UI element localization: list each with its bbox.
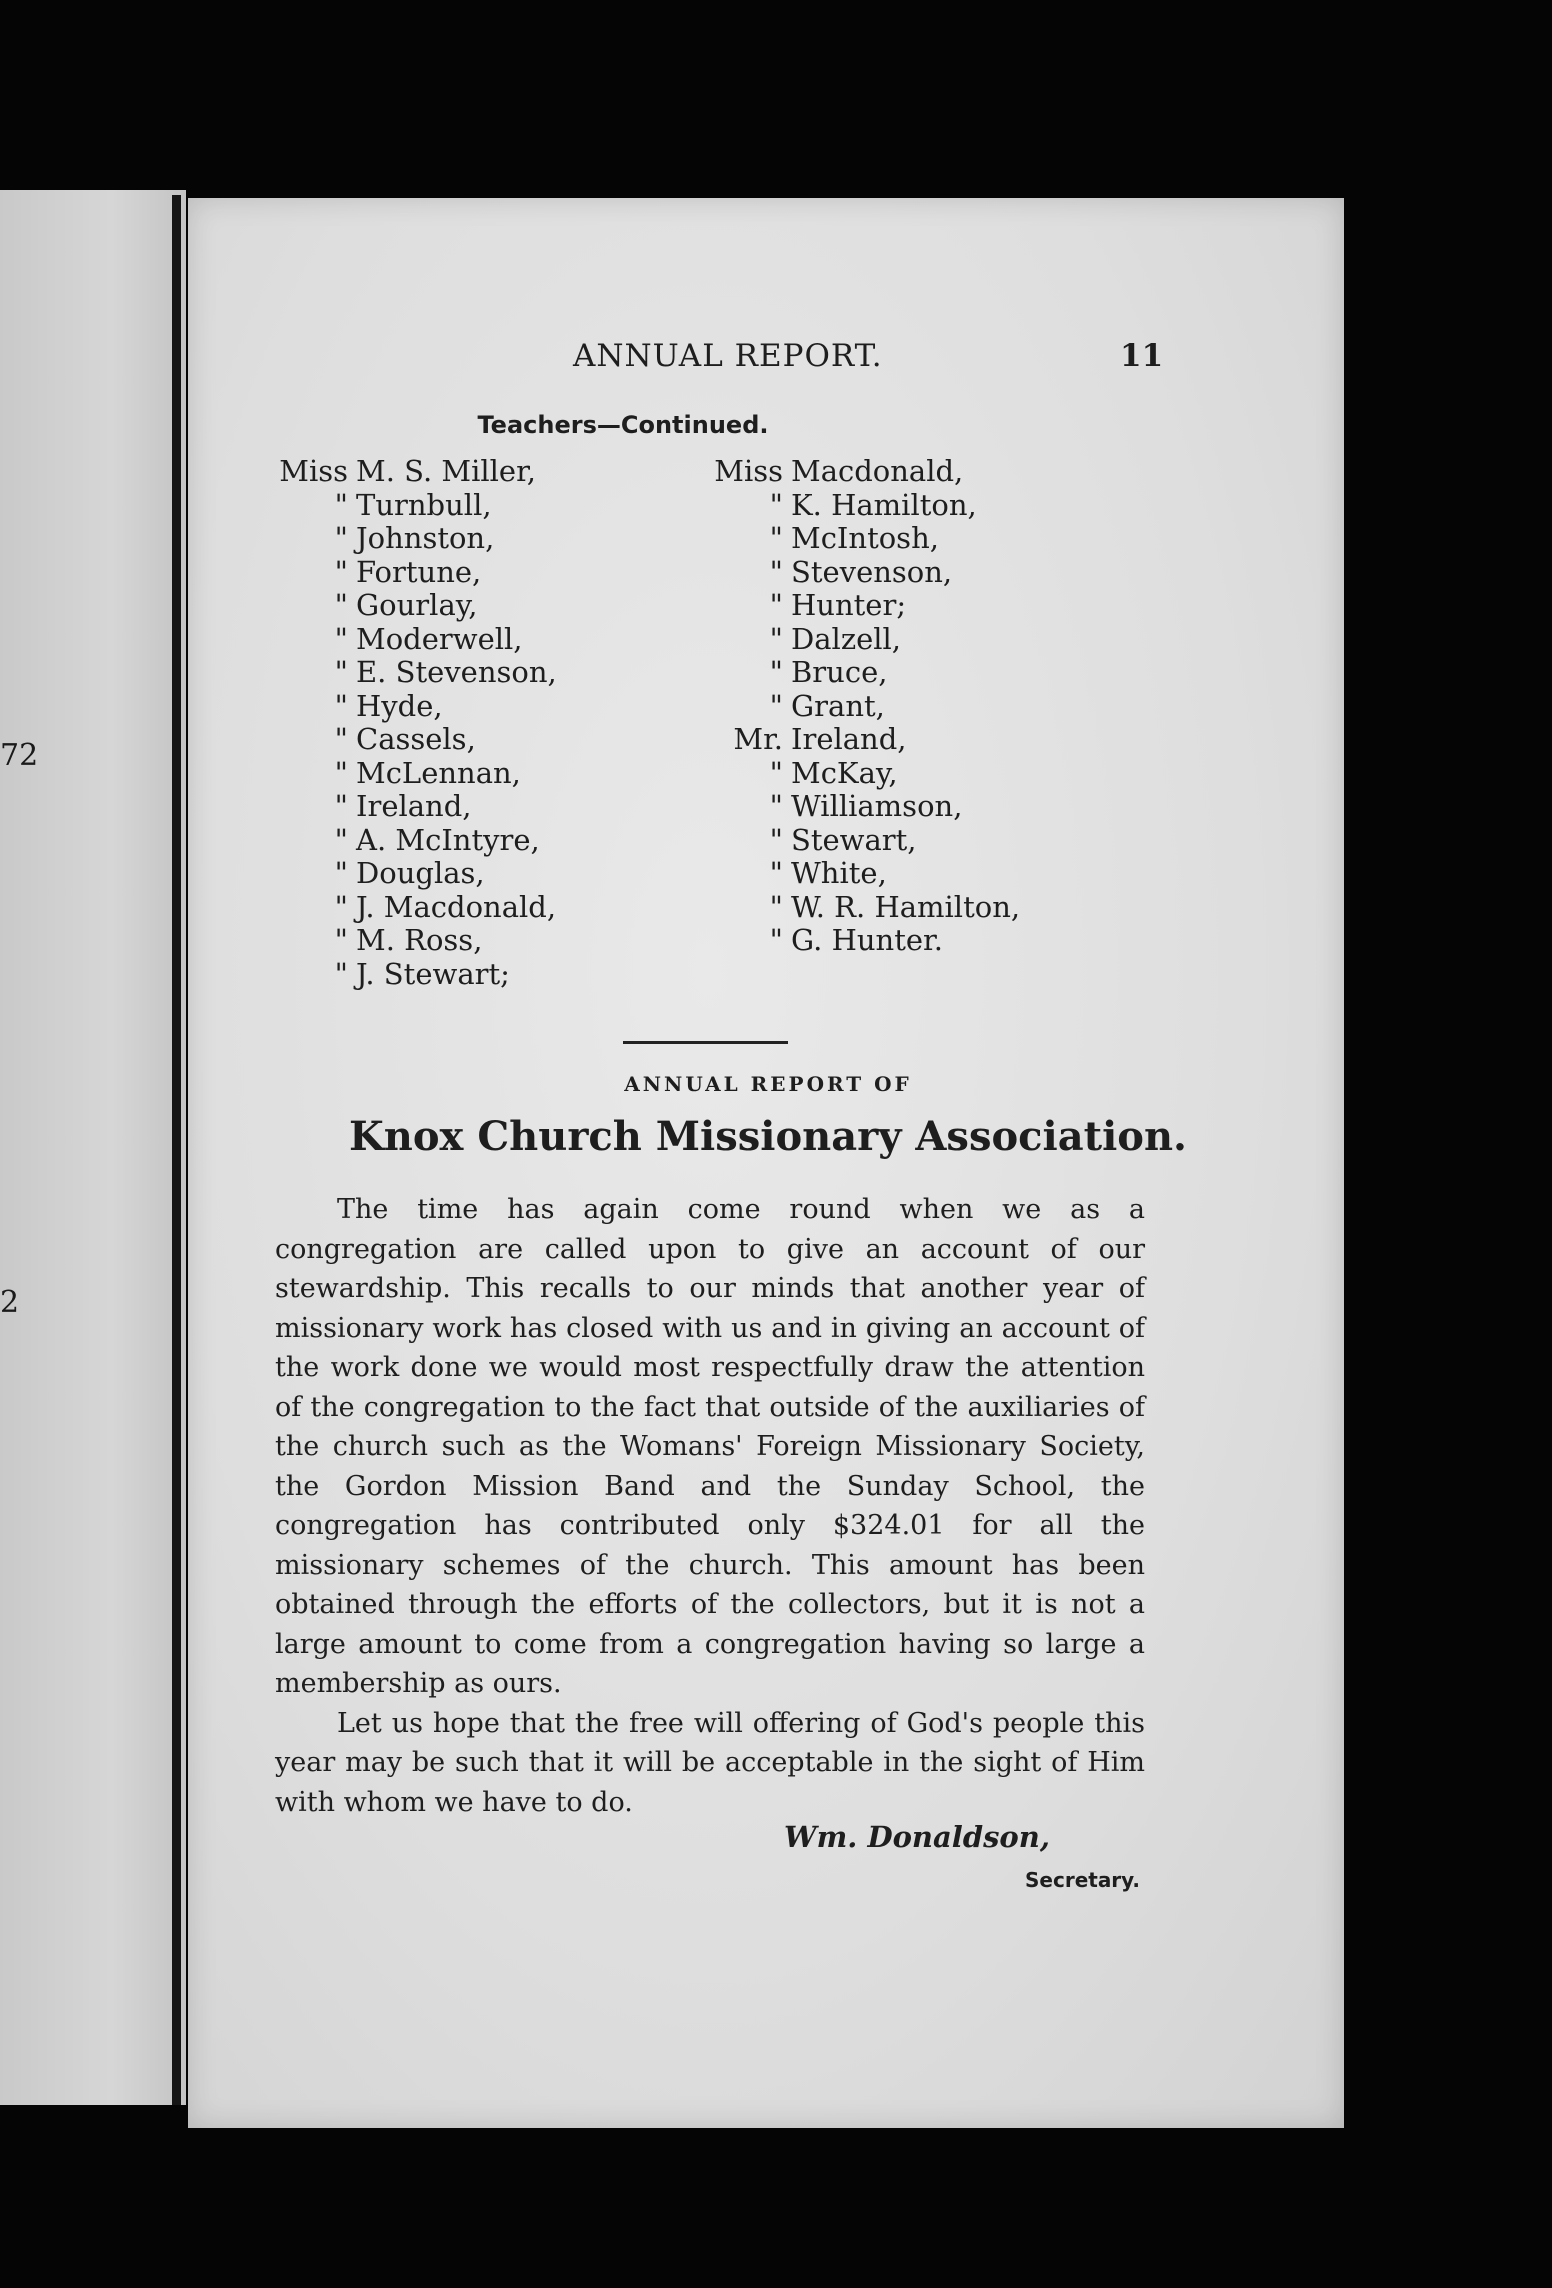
teacher-row: " Moderwell, xyxy=(334,621,523,656)
teachers-list-right xyxy=(713,455,1020,958)
teacher-row: " A. McIntyre, xyxy=(334,822,540,857)
previous-page xyxy=(0,190,186,2105)
signature: Wm. Donaldson, xyxy=(784,1820,1050,1854)
section-title: Teachers—Continued. xyxy=(477,411,769,439)
teacher-row: " J. Macdonald, xyxy=(334,889,557,924)
teacher-row: " Douglas, xyxy=(334,856,485,890)
divider-rule xyxy=(623,1041,788,1044)
teacher-row: " K. Hamilton, xyxy=(769,487,977,522)
teachers-list-left xyxy=(278,455,557,991)
margin-number: 2 xyxy=(0,1285,20,1320)
teacher-row: " Bruce, xyxy=(769,655,888,689)
teacher-row: Miss M. S. Miller, xyxy=(279,454,536,488)
teacher-row: " Gourlay, xyxy=(334,588,478,622)
teacher-row: " W. R. Hamilton, xyxy=(769,889,1021,924)
document-page xyxy=(188,198,1344,2128)
teacher-row: " G. Hunter. xyxy=(769,923,943,957)
teacher-row: " White, xyxy=(769,856,887,890)
margin-number: 72 xyxy=(0,738,39,773)
running-head: ANNUAL REPORT. xyxy=(573,338,883,374)
teacher-row: " Johnston, xyxy=(334,521,495,555)
teacher-row: " Stevenson, xyxy=(769,554,953,589)
teacher-row: " M. Ross, xyxy=(334,923,483,957)
signature-title: Secretary. xyxy=(1025,1868,1140,1892)
teacher-row: " Cassels, xyxy=(334,722,476,756)
report-body xyxy=(275,1190,1145,1822)
teacher-row: " McIntosh, xyxy=(769,521,939,555)
teacher-row: " Ireland, xyxy=(334,789,472,823)
teacher-row: " Turnbull, xyxy=(334,487,492,522)
teacher-row: " Dalzell, xyxy=(769,621,902,656)
teacher-row: " Grant, xyxy=(769,688,885,723)
page-number: 11 xyxy=(1120,338,1164,374)
paragraph: The time has again come round when we as a congregation are called upon to give an account of our stewardship. This recalls to our minds that another year of missionary work has closed with us and in giving an account of the work done we would most respectfully draw the attention of the congregation to the fact that outside of the auxiliaries of the church such as the Womans' Foreign Missionary Society, the Gordon Mission Band and the Sunday School, the congregation has contributed only $324.01 for all the missionary schemes of the church. This amount has been obtained through the efforts of the collectors, but it is not a large amount to come from a congregation having so large a membership as ours. xyxy=(275,1194,1145,1699)
paragraph: Let us hope that the free will offering of God's people this year may be such that it will be acceptable in the sight of Him with whom we have to do. xyxy=(275,1707,1145,1818)
report-heading: ANNUAL REPORT OF xyxy=(624,1072,912,1096)
teacher-row: " McLennan, xyxy=(334,755,521,790)
teacher-row: " Fortune, xyxy=(334,554,482,589)
teacher-row: " J. Stewart; xyxy=(334,956,510,991)
teacher-row: " E. Stevenson, xyxy=(334,655,557,689)
teacher-row: " McKay, xyxy=(769,755,898,790)
teacher-row: Mr. Ireland, xyxy=(733,722,907,756)
teacher-row: " Hyde, xyxy=(334,688,443,723)
report-title: Knox Church Missionary Association. xyxy=(349,1113,1187,1160)
book-spine xyxy=(172,195,181,2105)
teacher-row: Miss Macdonald, xyxy=(714,454,964,488)
teacher-row: " Williamson, xyxy=(769,789,963,823)
teacher-row: " Hunter; xyxy=(769,588,907,622)
teacher-row: " Stewart, xyxy=(769,822,917,857)
